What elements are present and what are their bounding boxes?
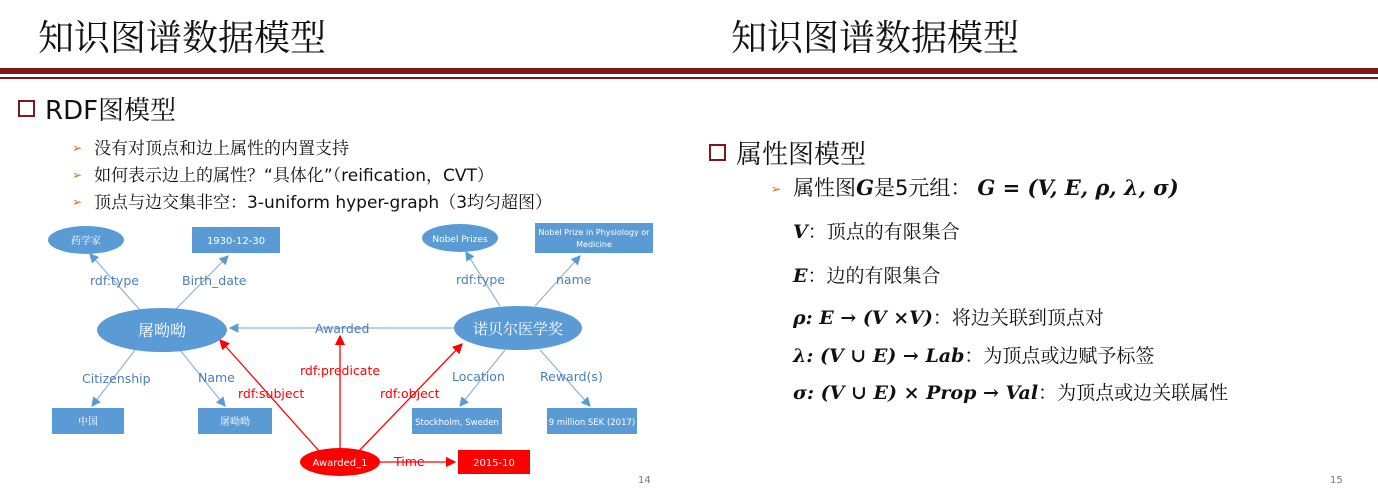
def-lambda: [793, 341, 1154, 368]
node-nobel-name-line2: Medicine: [576, 240, 612, 249]
edge-birth-date: Birth_date: [182, 273, 247, 288]
node-tu-name-label: 屠呦呦: [220, 417, 250, 428]
edge-name-cap: Name: [198, 370, 235, 385]
node-date-label: 1930-12-30: [206, 236, 266, 247]
edge-name: name: [556, 272, 592, 287]
property-bullet-formula: G = (V, E, ρ, λ, σ): [977, 175, 1179, 200]
def-rho-text: ：将边关联到顶点对: [932, 307, 1104, 329]
square-bullet-icon: [709, 144, 726, 161]
edge-location: Location: [452, 369, 505, 384]
node-yaoxuejia-label: 药学家: [71, 236, 101, 247]
node-tu-label: 屠呦呦: [137, 321, 187, 340]
page-number-right: 15: [1330, 475, 1343, 486]
property-bullet-prefix: 属性图: [793, 176, 857, 200]
property-bullet: [771, 172, 1179, 202]
rdf-section-label: RDF图模型: [45, 96, 177, 126]
def-e: [793, 261, 941, 288]
right-slide: [689, 0, 1378, 498]
def-rho: [793, 303, 1104, 330]
edge-rdf-subject: rdf:subject: [238, 386, 305, 401]
arrow-bullet-icon: ➢: [72, 195, 83, 209]
def-v: [793, 217, 960, 244]
node-nobel-prizes-label: Nobel Prizes: [432, 235, 488, 245]
bullet-1-text: 没有对顶点和边上属性的内置支持: [94, 139, 350, 159]
edge-citizenship: Citizenship: [82, 371, 151, 386]
def-v-text: ：顶点的有限集合: [807, 221, 960, 243]
def-sigma-text: ：为顶点或边关联属性: [1038, 382, 1229, 404]
edge-rdf-object: rdf:object: [380, 386, 440, 401]
edge-rdf-type-right: rdf:type: [456, 272, 505, 287]
edge-rewards: Reward(s): [540, 369, 603, 384]
edge-rdf-predicate: rdf:predicate: [300, 363, 381, 378]
def-v-sym: V: [793, 221, 808, 243]
property-section-label: 属性图模型: [736, 140, 867, 170]
title-rule-thin: [689, 77, 1378, 79]
edge-awarded: Awarded: [315, 321, 370, 336]
node-china-label: 中国: [78, 417, 98, 428]
arrow-bullet-icon: ➢: [771, 182, 782, 196]
node-stockholm-label: Stockholm, Sweden: [415, 418, 499, 428]
def-sigma-sym: σ: (V ∪ E) × Prop → Val: [793, 382, 1039, 404]
title-rule: [689, 68, 1378, 74]
def-lambda-text: ：为顶点或边赋予标签: [964, 345, 1155, 367]
edge-rdf-type-left: rdf:type: [90, 273, 139, 288]
left-slide-title: 知识图谱数据模型: [38, 18, 327, 59]
node-reward-label: 9 million SEK (2017): [548, 418, 636, 428]
right-slide-title: 知识图谱数据模型: [731, 18, 1020, 59]
property-bullet-g: G: [856, 175, 874, 200]
def-e-text: ：边的有限集合: [807, 265, 941, 287]
property-section-heading: [709, 134, 866, 171]
node-year-label: 2015-10: [473, 458, 515, 469]
def-sigma: [793, 378, 1228, 405]
def-lambda-sym: λ: (V ∪ E) → Lab: [793, 345, 965, 367]
def-rho-sym: ρ: E → (V ×V): [793, 307, 933, 329]
arrow-bullet-icon: ➢: [72, 141, 83, 155]
node-nobel-prize-cn-label: 诺贝尔医学奖: [472, 320, 564, 338]
page-number-left: 14: [638, 475, 651, 486]
property-bullet-mid: 是5元组：: [874, 176, 972, 200]
bullet-2-text: 如何表示边上的属性？“具体化”（reification，CVT）: [94, 166, 494, 186]
def-e-sym: E: [793, 265, 808, 287]
node-awarded1-label: Awarded_1: [312, 458, 368, 469]
node-nobel-name-line1: Nobel Prize in Physiology or: [538, 228, 650, 237]
edge-time: Time: [394, 454, 425, 469]
arrow-bullet-icon: ➢: [72, 168, 83, 182]
bullet-3-text: 顶点与边交集非空：3-uniform hyper-graph（3均匀超图）: [94, 193, 553, 213]
